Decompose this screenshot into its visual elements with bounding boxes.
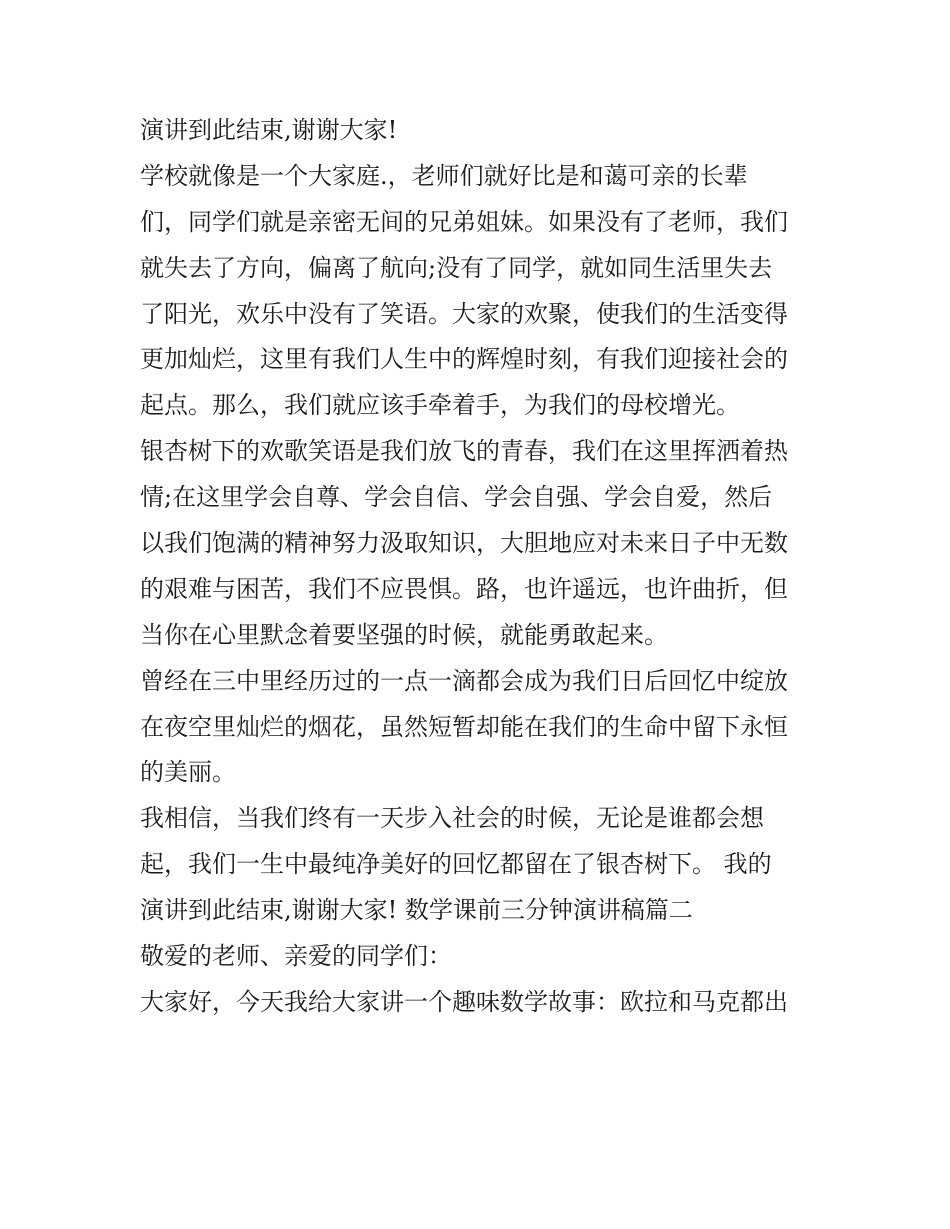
- text-line: 的艰难与困苦，我们不应畏惧。路，也许遥远，也许曲折，但: [140, 574, 788, 603]
- text-line: 当你在心里默念着要坚强的时候，就能勇敢起来。: [140, 620, 668, 649]
- text-line: 们，同学们就是亲密无间的兄弟姐妹。如果没有了老师，我们: [140, 207, 788, 236]
- text-line: 更加灿烂，这里有我们人生中的辉煌时刻，有我们迎接社会的: [140, 345, 788, 374]
- text-line: 了阳光，欢乐中没有了笑语。大家的欢聚，使我们的生活变得: [140, 299, 788, 328]
- text-line: 以我们饱满的精神努力汲取知识，大胆地应对未来日子中无数: [140, 529, 788, 558]
- text-line: 敬爱的老师、亲爱的同学们：: [140, 942, 452, 971]
- text-line: 演讲到此结束,谢谢大家! 数学课前三分钟演讲稿篇二: [140, 896, 693, 925]
- text-line: 情;在这里学会自尊、学会自信、学会自强、学会自爱，然后: [140, 483, 773, 512]
- text-line: 大家好，今天我给大家讲一个趣味数学故事：欧拉和马克都出: [140, 987, 788, 1016]
- text-line: 银杏树下的欢歌笑语是我们放飞的青春，我们在这里挥洒着热: [140, 437, 788, 466]
- text-line: 起点。那么，我们就应该手牵着手，为我们的母校增光。: [140, 391, 740, 420]
- text-line: 的美丽。: [140, 758, 236, 787]
- speech-text: [140, 108, 820, 1026]
- text-line: 在夜空里灿烂的烟花，虽然短暂却能在我们的生命中留下永恒: [140, 712, 788, 741]
- text-line: 曾经在三中里经历过的一点一滴都会成为我们日后回忆中绽放: [140, 666, 788, 695]
- text-line: 学校就像是一个大家庭.，老师们就好比是和蔼可亲的长辈: [140, 161, 748, 190]
- text-line: 起，我们一生中最纯净美好的回忆都留在了银杏树下。 我的: [140, 850, 772, 879]
- text-line: 就失去了方向，偏离了航向;没有了同学，就如同生活里失去: [140, 253, 773, 282]
- text-line: 演讲到此结束,谢谢大家!: [140, 116, 398, 144]
- text-line: 我相信，当我们终有一天步入社会的时候，无论是谁都会想: [140, 804, 764, 833]
